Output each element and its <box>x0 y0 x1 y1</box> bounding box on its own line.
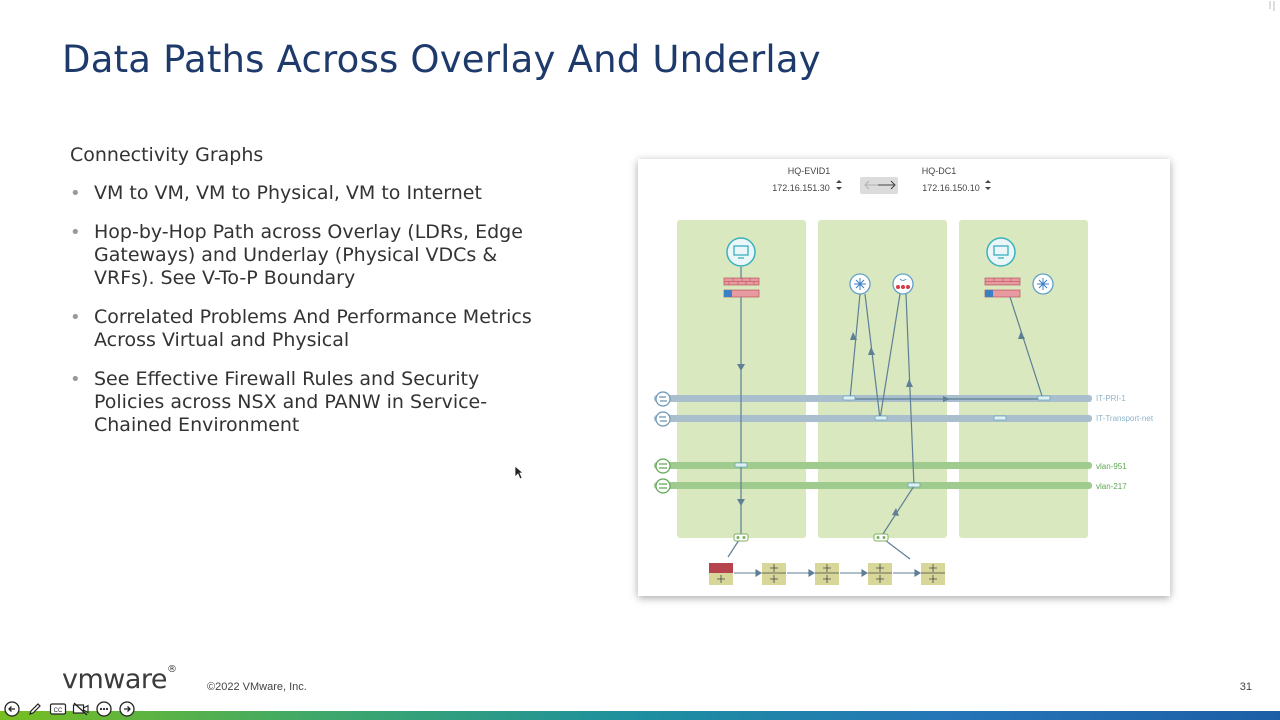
dest-name: HQ-DC1 <box>921 166 957 176</box>
back-arrow-icon[interactable] <box>2 700 21 717</box>
port-channel-icon[interactable] <box>734 534 748 541</box>
bullet-dot-icon: • <box>70 222 81 243</box>
router-icon[interactable] <box>1033 274 1053 294</box>
source-ip[interactable]: 172.16.151.30 <box>772 183 830 193</box>
vlan-icon <box>656 479 670 493</box>
physical-switch-icon[interactable] <box>762 563 786 585</box>
network-band[interactable] <box>654 415 1092 422</box>
bullet-text: Correlated Problems And Performance Metrics Across Virtual and Physical <box>94 306 532 351</box>
forward-arrow-icon[interactable] <box>117 700 136 717</box>
logical-switch-icon <box>656 412 670 426</box>
router-icon[interactable] <box>850 274 870 294</box>
source-vm-icon[interactable] <box>727 238 755 266</box>
logical-switch-icon <box>656 392 670 406</box>
bullet-item <box>70 182 540 205</box>
vmware-logo <box>62 664 177 695</box>
dest-zone <box>959 220 1088 538</box>
footer-color-bar <box>0 711 1280 720</box>
network-band[interactable] <box>654 462 1092 469</box>
bullet-text: VM to VM, VM to Physical, VM to Internet <box>94 182 482 204</box>
source-name: HQ-EVID1 <box>787 166 831 176</box>
page-number: 31 <box>1239 681 1252 693</box>
network-label: IT-Transport-net <box>1096 414 1154 423</box>
bullet-dot-icon: • <box>70 307 81 328</box>
dest-ip[interactable]: 172.16.150.10 <box>922 183 980 193</box>
bullet-item <box>70 368 540 437</box>
bullet-dot-icon: • <box>70 369 81 390</box>
source-ip-stepper-icon[interactable] <box>836 180 842 190</box>
physical-switch-icon[interactable] <box>868 563 892 585</box>
bullet-list <box>70 182 540 453</box>
bullet-dot-icon: • <box>70 183 81 204</box>
physical-switch-icon[interactable] <box>921 563 945 585</box>
network-band[interactable] <box>654 482 1092 489</box>
pen-icon[interactable] <box>25 700 44 717</box>
physical-switch-icon[interactable] <box>815 563 839 585</box>
physical-switch-icon[interactable] <box>709 563 733 585</box>
bullet-text: Hop-by-Hop Path across Overlay (LDRs, Edge Gateways) and Underlay (Physical VDCs & VRFs). See V-To-P Boundary <box>94 221 523 289</box>
edge-gateway-icon[interactable] <box>893 274 913 294</box>
more-icon[interactable] <box>94 700 113 717</box>
transit-zone <box>818 220 947 538</box>
section-heading: Connectivity Graphs <box>70 144 264 166</box>
connectivity-graph <box>638 159 1170 596</box>
captions-icon[interactable] <box>48 700 67 717</box>
mouse-cursor-icon <box>514 465 524 481</box>
dest-vm-icon[interactable] <box>987 238 1015 266</box>
logo-text: vmware <box>62 664 168 695</box>
bullet-item <box>70 221 540 290</box>
bullet-text: See Effective Firewall Rules and Security Policies across NSX and PANW in Service-Chained Environment <box>94 368 488 436</box>
vlan-icon <box>656 459 670 473</box>
connectivity-graph-panel <box>638 159 1170 596</box>
slide-title: Data Paths Across Overlay And Underlay <box>62 38 821 81</box>
network-label: vlan-951 <box>1096 462 1127 471</box>
dest-ip-stepper-icon[interactable] <box>985 180 991 190</box>
bullet-item <box>70 306 540 352</box>
corner-scroll-indicator-icon <box>1266 0 1280 16</box>
copyright-text: ©2022 VMware, Inc. <box>207 681 307 693</box>
logo-registered-mark: ® <box>167 664 177 675</box>
port-channel-icon[interactable] <box>874 534 888 541</box>
network-label: IT-PRI-1 <box>1096 394 1126 403</box>
presentation-toolbar <box>2 700 136 718</box>
svg-text:CC: CC <box>53 707 62 714</box>
network-label: vlan-217 <box>1096 482 1127 491</box>
video-off-icon[interactable] <box>71 700 90 717</box>
